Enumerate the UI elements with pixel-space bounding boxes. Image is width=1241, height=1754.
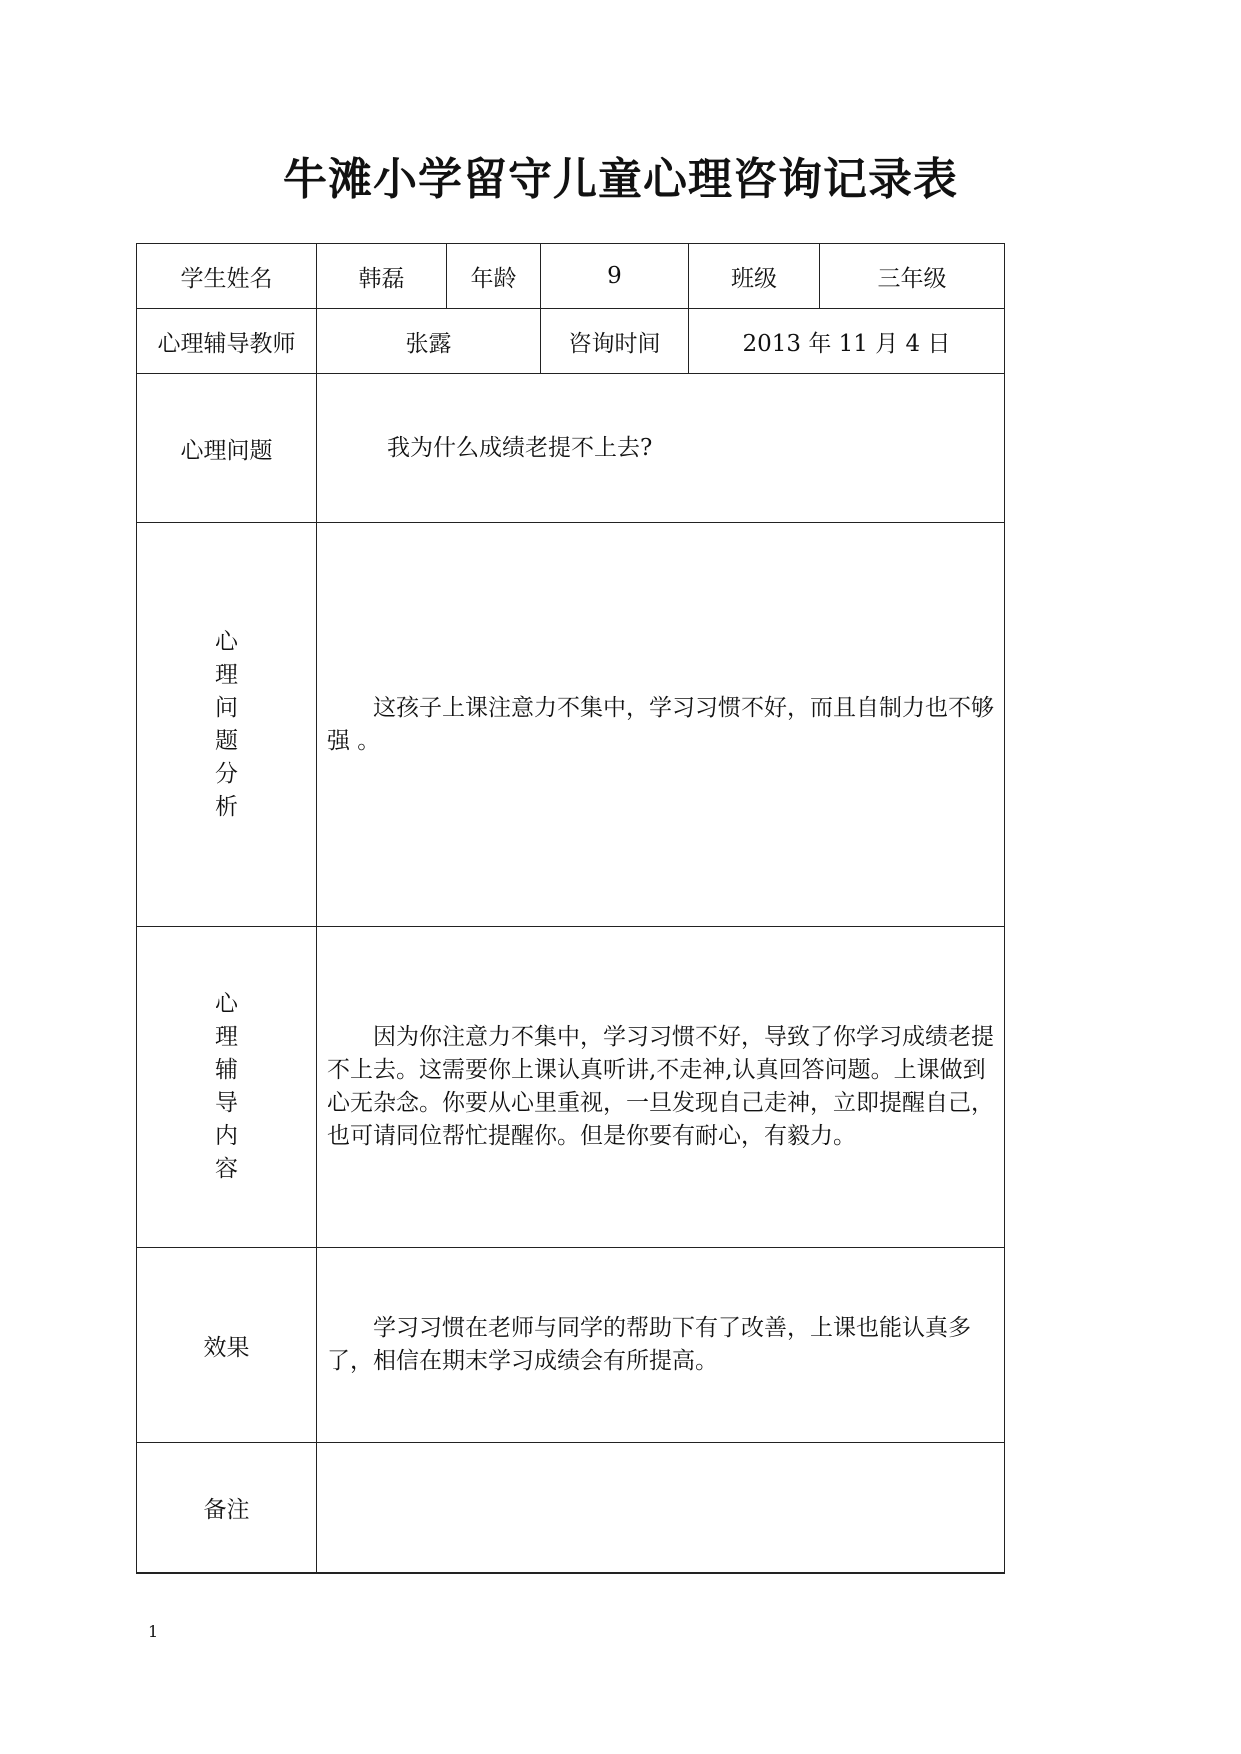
class-value: 三年级 — [820, 244, 1005, 309]
remarks-label: 备注 — [137, 1443, 317, 1573]
analysis-text: 这孩子上课注意力不集中，学习习惯不好，而且自制力也不够强 。 — [327, 694, 994, 754]
effect-cell — [317, 1248, 1005, 1443]
age-label: 年龄 — [447, 244, 541, 309]
consult-time-label: 咨询时间 — [541, 309, 689, 374]
guidance-label — [137, 927, 317, 1248]
guidance-cell — [317, 927, 1005, 1248]
age-value: 9 — [541, 244, 689, 309]
record-table — [136, 243, 1005, 1574]
page-number: 1 — [148, 1622, 159, 1641]
analysis-cell — [317, 523, 1005, 927]
effect-text: 学习习惯在老师与同学的帮助下有了改善，上课也能认真多了，相信在期末学习成绩会有所提高。 — [327, 1315, 971, 1374]
row-problem — [137, 374, 1005, 523]
page-title: 牛滩小学留守儿童心理咨询记录表 — [283, 154, 958, 205]
teacher-value: 张露 — [317, 309, 541, 374]
row-teacher-info — [137, 309, 1005, 374]
effect-label: 效果 — [137, 1248, 317, 1443]
row-guidance — [137, 927, 1005, 1248]
student-name-value: 韩磊 — [317, 244, 447, 309]
teacher-label: 心理辅导教师 — [137, 309, 317, 374]
row-remarks — [137, 1443, 1005, 1573]
guidance-label-text: 心理辅导内容 — [215, 991, 238, 1182]
row-effect — [137, 1248, 1005, 1443]
class-label: 班级 — [689, 244, 820, 309]
row-student-info — [137, 244, 1005, 309]
student-name-label: 学生姓名 — [137, 244, 317, 309]
problem-text: 我为什么成绩老提不上去? — [317, 374, 1005, 523]
guidance-text: 因为你注意力不集中，学习习惯不好，导致了你学习成绩老提不上去。这需要你上课认真听讲,不走神,认真回答问题。上课做到心无杂念。你要从心里重视，一旦发现自己走神，立即提醒自己，也可请同位帮忙提醒你。但是你要有耐心，有毅力。 — [327, 1024, 994, 1149]
analysis-label — [137, 523, 317, 927]
problem-label: 心理问题 — [137, 374, 317, 523]
remarks-cell — [317, 1443, 1005, 1573]
analysis-label-text: 心理问题分析 — [215, 628, 238, 820]
consult-time-value: 2013 年 11 月 4 日 — [689, 309, 1005, 374]
row-analysis — [137, 523, 1005, 927]
